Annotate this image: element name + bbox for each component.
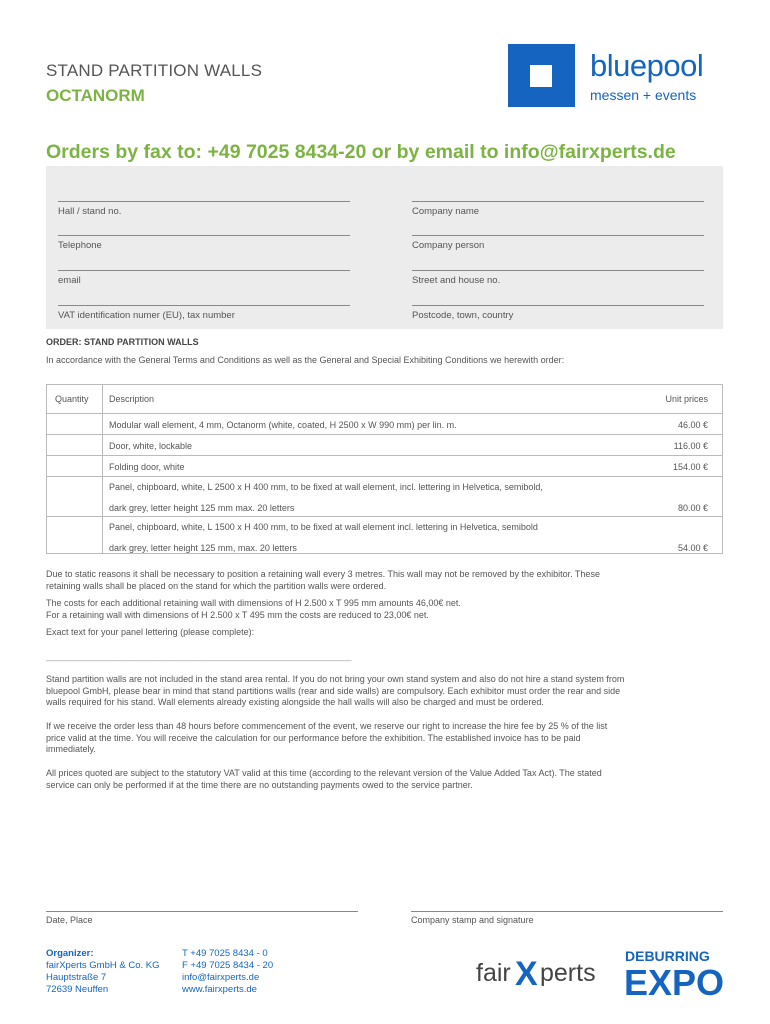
organizer-street: Hauptstraße 7 [46, 972, 107, 983]
row-wall-element-price: 46.00 € [677, 420, 708, 430]
hall-stand-field[interactable]: Hall / stand no. [58, 201, 350, 217]
paragraph-line: Stand partition walls are not included in the stand area rental. If you do not bring your own stand system and also do not hire a stand system from [46, 674, 625, 684]
organizer-email[interactable]: info@fairxperts.de [182, 972, 260, 983]
organizer-contact [182, 948, 273, 996]
quantity-input-folding-door[interactable] [49, 457, 101, 473]
paragraph-line: walls required for his stand. Wall elements already existing alongside the hall walls will also be charged and must be ordered. [46, 697, 544, 707]
organizer-website[interactable]: www.fairxperts.de [182, 984, 257, 995]
row-wall-element-desc: Modular wall element, 4 mm, Octanorm (white, coated, H 2500 x W 990 mm) per lin. m. [109, 420, 457, 430]
organizer-fax: F +49 7025 8434 - 20 [182, 960, 274, 971]
paragraph-line: The costs for each additional retaining wall with dimensions of H 2.500 x T 995 mm amounts 46,00€ net. [46, 598, 461, 608]
paragraph-line: If we receive the order less than 48 hours before commencement of the event, we reserve our right to increase the hire fee by 25 % of the list [46, 721, 608, 731]
row-panel-2500-desc-1: Panel, chipboard, white, L 2500 x H 400 mm, to be fixed at wall element, incl. lettering in Helvetica, semibold, [109, 482, 543, 492]
panel-lettering-line[interactable]: _____________________________________________________________ [46, 651, 352, 661]
fx-logo-text-a: fair [476, 959, 511, 987]
db-logo-top: DEBURRING [625, 948, 710, 964]
fairxperts-logo [476, 954, 606, 994]
quantity-input-door[interactable] [49, 436, 101, 452]
quantity-input-panel-1500[interactable] [49, 519, 101, 553]
telephone-field[interactable]: Telephone [58, 235, 350, 251]
organizer-city: 72639 Neuffen [46, 984, 109, 995]
company-person-field[interactable]: Company person [412, 235, 704, 251]
paragraph-line: bluepool GmbH, please bear in mind that stand partitions walls (rear and side walls) are compulsory. Each exhibitor must order the rear and side [46, 685, 621, 696]
quantity-input-wall-element[interactable] [49, 415, 101, 431]
bluepool-logo-sub: messen + events [590, 87, 697, 103]
paragraph-line: Due to static reasons it shall be necessary to position a retaining wall every 3 metres. This wall may not be removed by the exhibitor. These [46, 569, 600, 579]
vat-notice [46, 768, 726, 791]
quantity-input-panel-2500[interactable] [49, 479, 101, 513]
order-heading: ORDER: STAND PARTITION WALLS [46, 337, 199, 347]
row-door-desc: Door, white, lockable [109, 441, 193, 451]
row-panel-1500-price: 54.00 € [677, 543, 708, 553]
stand-walls-notice [46, 674, 726, 709]
row-door-price: 116.00 € [673, 441, 708, 451]
paragraph-line: price valid at the time. You will receive the calculation for our performance before the exhibition. The established invoice has to be paid [46, 732, 581, 743]
order-intro: In accordance with the General Terms and Conditions as well as the General and Special Exhibiting Conditions we herewith order: [46, 355, 565, 365]
organizer-label: Organizer: [46, 948, 94, 959]
street-field[interactable]: Street and house no. [412, 270, 704, 286]
paragraph-line: service can only be performed if at the time there are no outstanding payments owed to the service partner. [46, 779, 473, 790]
document-title: STAND PARTITION WALLS [46, 61, 263, 80]
email-field[interactable]: email [58, 270, 350, 286]
row-panel-2500-price: 80.00 € [677, 503, 708, 513]
row-folding-door-price: 154.00 € [672, 462, 708, 472]
vat-number-field[interactable]: VAT identification numer (EU), tax number [58, 305, 350, 321]
late-order-notice [46, 721, 726, 756]
paragraph-line: For a retaining wall with dimensions of H 2.500 x T 495 mm the costs are reduced to 23,00€ net. [46, 609, 429, 620]
contact-form [46, 166, 723, 329]
paragraph-line: All prices quoted are subject to the statutory VAT valid at this time (according to the relevant version of the Value Added Tax Act). The stated [46, 768, 602, 778]
order-table [46, 384, 723, 554]
date-place-field[interactable]: Date, Place [46, 911, 358, 925]
fx-logo-x: X [515, 955, 538, 993]
organizer-address [46, 948, 160, 996]
bluepool-logo-mark [508, 44, 575, 107]
company-name-field[interactable]: Company name [412, 201, 704, 217]
db-logo-bottom: EXPO [624, 962, 725, 998]
row-panel-1500-desc-1: Panel, chipboard, white, L 1500 x H 400 mm, to be fixed at wall element incl. lettering in Helvetica, semibold [109, 522, 538, 532]
deburring-expo-logo [622, 946, 726, 998]
organizer-company: fairXperts GmbH & Co. KG [46, 960, 160, 971]
stamp-signature-field[interactable]: Company stamp and signature [411, 911, 723, 925]
header-quantity: Quantity [55, 394, 89, 404]
document-subtitle: OCTANORM [46, 86, 145, 105]
row-folding-door-desc: Folding door, white [109, 462, 185, 472]
header-description: Description [109, 394, 155, 404]
bluepool-logo-name: bluepool [590, 48, 704, 83]
organizer-phone: T +49 7025 8434 - 0 [182, 948, 268, 959]
paragraph-line: immediately. [46, 744, 96, 754]
fx-logo-text-b: perts [540, 959, 596, 987]
panel-lettering-prompt: Exact text for your panel lettering (please complete): [46, 627, 255, 637]
header-unit-prices: Unit prices [665, 394, 708, 404]
paragraph-line: retaining walls shall be placed on the stand for which the partition walls were ordered. [46, 580, 387, 591]
row-panel-2500-desc-2: dark grey, letter height 125 mm max. 20 letters [109, 503, 295, 513]
fax-order-line: Orders by fax to: +49 7025 8434-20 or by email to info@fairxperts.de [46, 141, 676, 163]
postcode-field[interactable]: Postcode, town, country [412, 305, 704, 321]
retaining-wall-costs [46, 598, 726, 621]
retaining-wall-notice [46, 569, 726, 592]
row-panel-1500-desc-2: dark grey, letter height 125 mm, max. 20 letters [109, 543, 297, 553]
